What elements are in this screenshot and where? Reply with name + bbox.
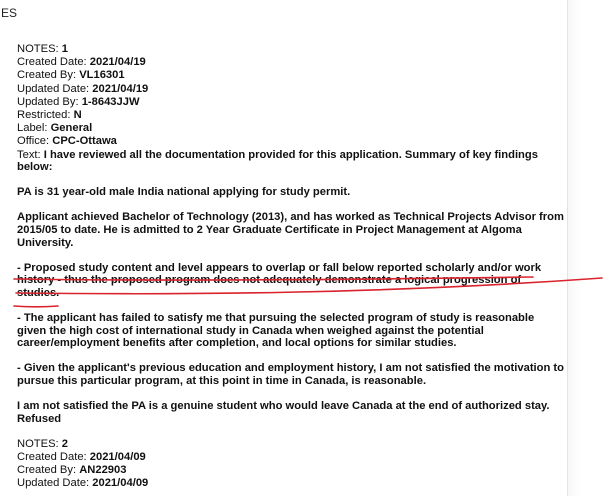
restricted-label: Restricted: <box>17 109 74 122</box>
created-date-row-2 <box>17 451 565 464</box>
paragraph-applicant-background: Applicant achieved Bachelor of Technology (2013), and has worked as Technical Projects Advisor from 2015/05 to date. He is admitted to 2 Year Graduate Certificate in Project Management at Algoma University. <box>17 211 564 249</box>
updated-by-label: Updated By: <box>17 95 82 108</box>
updated-date-row <box>17 83 565 96</box>
created-date-label: Created Date: <box>17 450 90 463</box>
created-by-value: AN22903 <box>79 464 127 477</box>
notes-number-row-2 <box>17 438 565 451</box>
text-value: I have reviewed all the documentation provided for this application. Summary of key findings below: <box>17 148 538 174</box>
created-by-row-2 <box>17 464 565 477</box>
updated-by-value: 1-8643JJW <box>81 95 140 108</box>
paragraph-motivation: - Given the applicant's previous education and employment history, I am not satisfied the motivation to pursue this particular program, at this point in time in Canada, is reasonable. <box>17 362 564 387</box>
paragraph-study-cost: - The applicant has failed to satisfy me that pursuing the selected program of study is reasonable given the high cost of international study in Canada when weighed against the potential career/employment benefits after completion, and local options for similar studies. <box>17 311 535 350</box>
paragraph-conclusion: I am not satisfied the PA is a genuine student who would leave Canada at the end of authorized stay. <box>17 399 550 412</box>
created-by-label: Created By: <box>17 464 80 477</box>
text-label: Text: <box>17 148 44 161</box>
restricted-value: N <box>73 109 82 122</box>
notes-label: NOTES: <box>17 43 62 55</box>
created-date-value: 2021/04/09 <box>89 450 146 463</box>
created-by-label: Created By: <box>17 69 80 82</box>
label-row <box>17 122 565 135</box>
updated-date-value: 2021/04/19 <box>92 82 149 95</box>
paragraph-applicant-profile: PA is 31 year-old male India national applying for study permit. <box>17 186 351 199</box>
created-by-value: VL16301 <box>79 69 125 82</box>
office-value: CPC-Ottawa <box>52 135 117 148</box>
label-label: Label: <box>17 122 51 135</box>
text-row <box>17 149 565 174</box>
notes-value: 1 <box>61 43 68 55</box>
created-date-row <box>17 56 565 69</box>
office-label: Office: <box>17 135 53 148</box>
created-date-label: Created Date: <box>17 56 90 69</box>
label-value: General <box>50 122 93 135</box>
note-content <box>17 43 565 490</box>
notes-label: NOTES: <box>17 437 62 450</box>
updated-date-label: Updated Date: <box>17 82 93 95</box>
restricted-row <box>17 109 565 122</box>
updated-date-value: 2021/04/09 <box>92 477 149 490</box>
created-date-value: 2021/04/19 <box>89 56 146 69</box>
updated-date-row-2 <box>17 477 565 490</box>
paragraph-study-overlap: - Proposed study content and level appears to overlap or fall below reported scholarly and/or work history - thus the proposed program does not adequately demonstrate a logical progression of studies. <box>17 261 542 299</box>
notes-value: 2 <box>61 437 68 450</box>
paragraph-refused: Refused <box>17 412 62 425</box>
notes-number-row <box>17 43 565 56</box>
header-fragment: ES <box>1 6 18 20</box>
office-row <box>17 135 565 148</box>
updated-date-label: Updated Date: <box>17 477 93 490</box>
created-by-row <box>17 69 565 82</box>
page-edge <box>567 0 612 496</box>
updated-by-row <box>17 96 565 109</box>
